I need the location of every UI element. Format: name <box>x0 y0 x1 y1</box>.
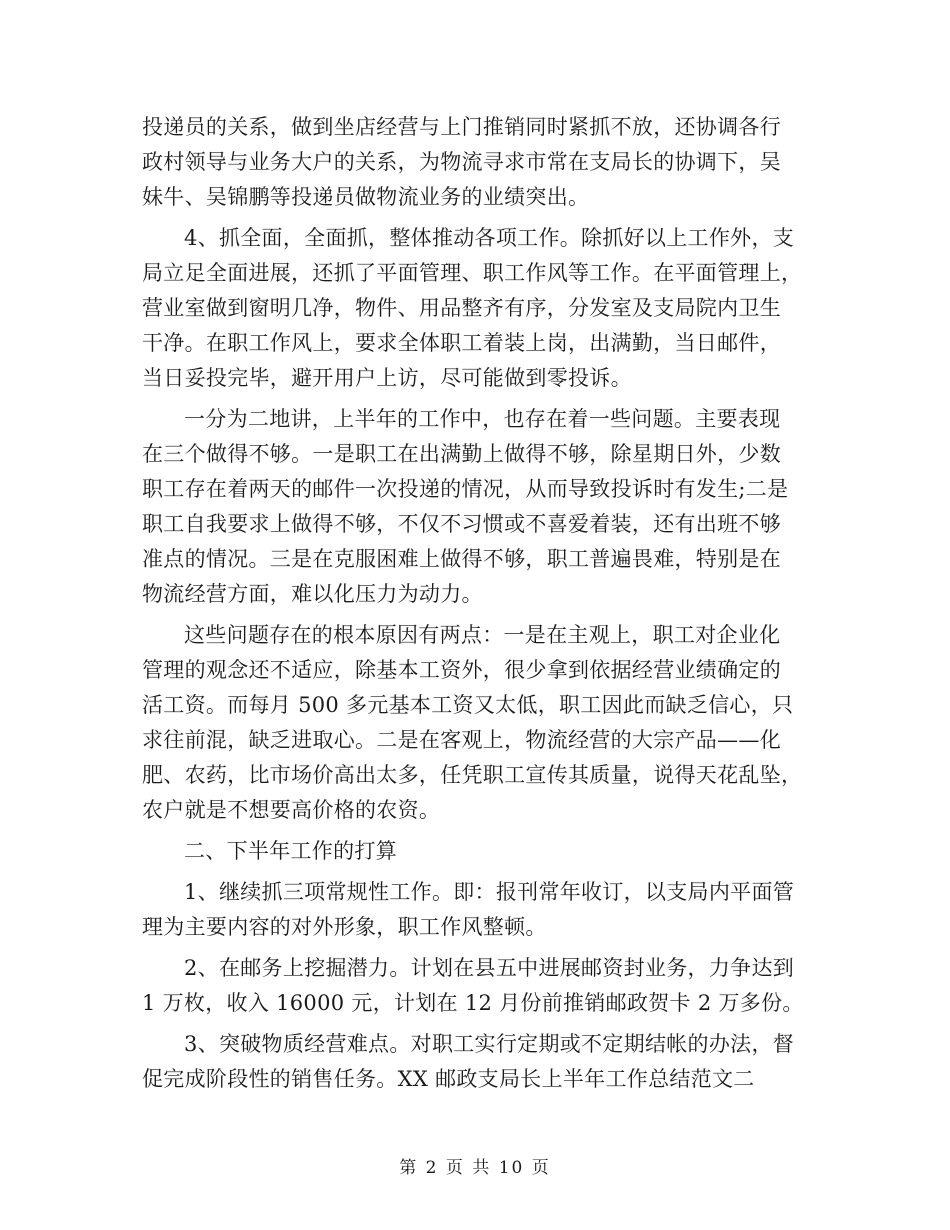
paragraph <box>142 875 810 945</box>
text-line: 营业室做到窗明几净，物件、用品整齐有序，分发室及支局院内卫生 <box>142 296 781 320</box>
text-line: 促完成阶段性的销售任务。XX 邮政支局长上半年工作总结范文二 <box>142 1067 755 1091</box>
text-line: 2、在邮务上挖掘潜力。计划在县五中进展邮资封业务，力争达到 <box>184 956 795 980</box>
text-line: 一分为二地讲，上半年的工作中，也存在着一些问题。主要表现 <box>184 407 781 431</box>
text-line: 二、下半年工作的打算 <box>184 839 397 863</box>
text-line: 当日妥投完毕，避开用户上访，尽可能做到零投诉。 <box>142 366 632 390</box>
paragraph <box>142 618 810 828</box>
paragraph <box>142 110 810 215</box>
text-line: 在三个做得不够。一是职工在出满勤上做得不够，除星期日外，少数 <box>142 442 781 466</box>
text-line: 投递员的关系，做到坐店经营与上门推销同时紧抓不放，还协调各行 <box>142 115 781 139</box>
text-line: 妹牛、吴锦鹏等投递员做物流业务的业绩突出。 <box>142 185 590 209</box>
text-line: 物流经营方面，难以化压力为动力。 <box>142 582 483 606</box>
text-line: 职工存在着两天的邮件一次投递的情况，从而导致投诉时有发生;二是 <box>142 477 789 501</box>
paragraph <box>142 221 810 396</box>
text-line: 这些问题存在的根本原因有两点：一是在主观上，职工对企业化 <box>184 623 781 647</box>
text-line: 管理的观念还不适应，除基本工资外，很少拿到依据经营业绩确定的 <box>142 658 781 682</box>
text-line: 干净。在职工作风上，要求全体职工着装上岗，出满勤，当日邮件， <box>142 331 781 355</box>
text-line: 政村领导与业务大户的关系，为物流寻求市常在支局长的协调下，吴 <box>142 150 781 174</box>
text-line: 准点的情况。三是在克服困难上做得不够，职工普遍畏难，特别是在 <box>142 547 781 571</box>
text-line: 肥、农药，比市场价高出太多，任凭职工宣传其质量，说得天花乱坠， <box>142 763 803 787</box>
document-body <box>142 110 810 1097</box>
paragraph <box>142 402 810 612</box>
text-line: 4、抓全面，全面抓，整体推动各项工作。除抓好以上工作外，支 <box>184 226 795 250</box>
text-line: 1、继续抓三项常规性工作。即：报刊常年收订，以支局内平面管 <box>184 880 795 904</box>
text-line: 农户就是不想要高价格的农资。 <box>142 798 441 822</box>
text-line: 求往前混，缺乏进取心。二是在客观上，物流经营的大宗产品——化 <box>142 728 781 752</box>
text-line: 职工自我要求上做得不够，不仅不习惯或不喜爱着装，还有出班不够 <box>142 512 781 536</box>
text-line: 活工资。而每月 500 多元基本工资又太低，职工因此而缺乏信心，只 <box>142 693 794 717</box>
text-line: 理为主要内容的对外形象，职工作风整顿。 <box>142 915 547 939</box>
page-number-footer: 第 2 页 共 10 页 <box>399 1158 551 1178</box>
text-line: 3、突破物质经营难点。对职工实行定期或不定期结帐的办法，督 <box>184 1032 795 1056</box>
text-line: 1 万枚，收入 16000 元，计划在 12 月份前推销邮政贺卡 2 万多份。 <box>142 991 804 1015</box>
text-line: 局立足全面进展，还抓了平面管理、职工作风等工作。在平面管理上， <box>142 261 803 285</box>
section-heading <box>142 834 810 869</box>
paragraph <box>142 951 810 1021</box>
paragraph <box>142 1027 810 1097</box>
